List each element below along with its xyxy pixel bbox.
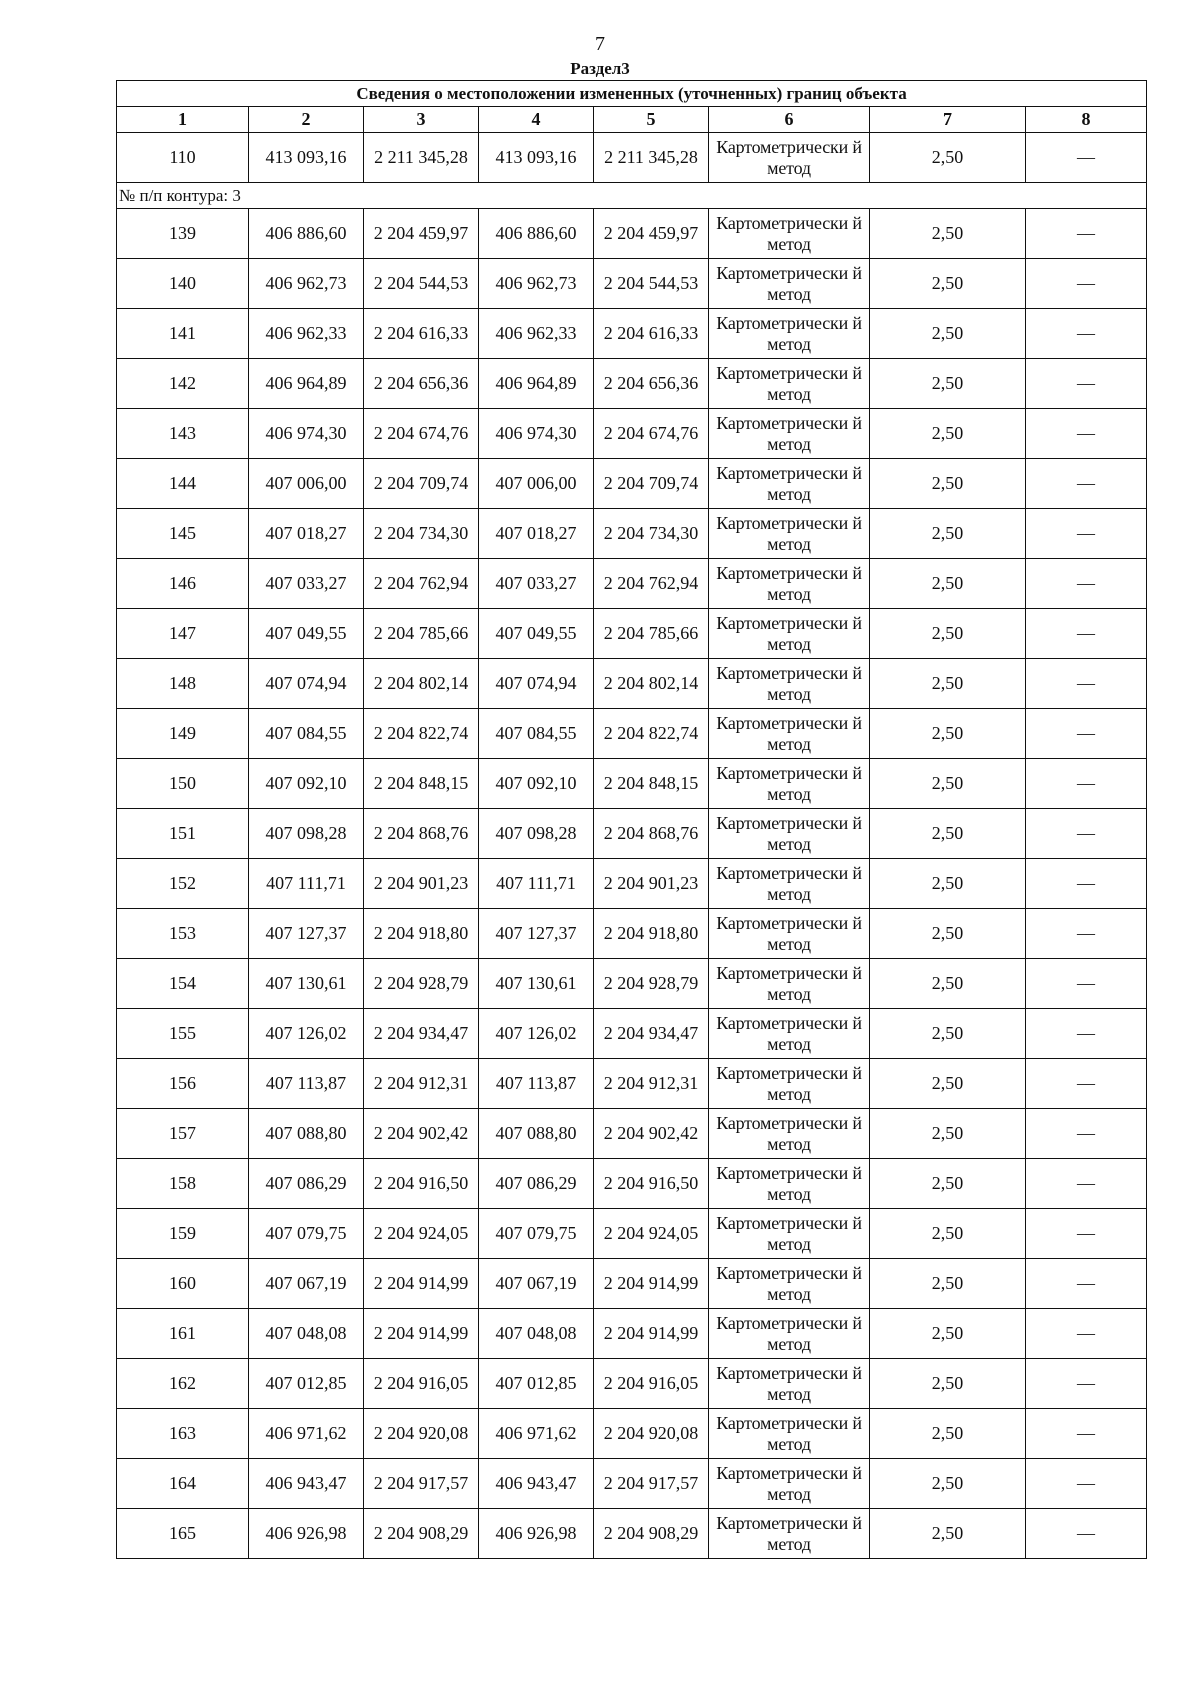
accuracy-value: 2,50 [870, 1209, 1026, 1259]
column-number: 4 [479, 107, 594, 133]
section-title: Раздел3 [570, 59, 630, 78]
table-row [117, 1109, 1147, 1159]
note-dash: — [1026, 609, 1147, 659]
coordinate-x-refined: 407 018,27 [479, 509, 594, 559]
point-number: 161 [117, 1309, 249, 1359]
accuracy-value: 2,50 [870, 1309, 1026, 1359]
coordinate-y-existing: 2 204 912,31 [364, 1059, 479, 1109]
coordinate-x-existing: 407 086,29 [249, 1159, 364, 1209]
determination-method: Картометрически й метод [709, 409, 870, 459]
point-number: 147 [117, 609, 249, 659]
coordinate-x-refined: 406 962,33 [479, 309, 594, 359]
coordinate-y-existing: 2 204 674,76 [364, 409, 479, 459]
table-row [117, 1509, 1147, 1559]
coordinate-x-refined: 407 048,08 [479, 1309, 594, 1359]
coordinate-y-refined: 2 204 616,33 [594, 309, 709, 359]
coordinate-x-refined: 407 067,19 [479, 1259, 594, 1309]
coordinate-y-existing: 2 204 868,76 [364, 809, 479, 859]
coordinate-y-existing: 2 204 709,74 [364, 459, 479, 509]
coordinate-x-existing: 406 886,60 [249, 209, 364, 259]
note-dash: — [1026, 1259, 1147, 1309]
column-number: 6 [709, 107, 870, 133]
coordinate-y-refined: 2 204 917,57 [594, 1459, 709, 1509]
note-dash: — [1026, 309, 1147, 359]
coordinate-y-refined: 2 204 802,14 [594, 659, 709, 709]
table-row [117, 909, 1147, 959]
note-dash: — [1026, 359, 1147, 409]
coordinate-x-existing: 407 033,27 [249, 559, 364, 609]
table-row [117, 309, 1147, 359]
coordinate-x-refined: 406 974,30 [479, 409, 594, 459]
determination-method: Картометрически й метод [709, 859, 870, 909]
accuracy-value: 2,50 [870, 1509, 1026, 1559]
coordinate-x-existing: 407 092,10 [249, 759, 364, 809]
point-number: 144 [117, 459, 249, 509]
determination-method: Картометрически й метод [709, 209, 870, 259]
determination-method: Картометрически й метод [709, 1109, 870, 1159]
accuracy-value: 2,50 [870, 509, 1026, 559]
coordinate-x-existing: 407 049,55 [249, 609, 364, 659]
note-dash: — [1026, 1409, 1147, 1459]
note-dash: — [1026, 509, 1147, 559]
determination-method: Картометрически й метод [709, 509, 870, 559]
coordinate-y-existing: 2 204 544,53 [364, 259, 479, 309]
table-row [117, 759, 1147, 809]
point-number: 159 [117, 1209, 249, 1259]
coordinate-y-existing: 2 204 914,99 [364, 1309, 479, 1359]
coordinate-x-refined: 406 971,62 [479, 1409, 594, 1459]
coordinate-x-existing: 407 074,94 [249, 659, 364, 709]
point-number: 145 [117, 509, 249, 559]
coordinate-y-existing: 2 204 934,47 [364, 1009, 479, 1059]
accuracy-value: 2,50 [870, 1459, 1026, 1509]
coordinate-y-refined: 2 204 912,31 [594, 1059, 709, 1109]
table-row [117, 1259, 1147, 1309]
coordinate-x-refined: 407 033,27 [479, 559, 594, 609]
table-row [117, 1359, 1147, 1409]
accuracy-value: 2,50 [870, 759, 1026, 809]
accuracy-value: 2,50 [870, 809, 1026, 859]
table-row [117, 409, 1147, 459]
coordinate-y-refined: 2 204 544,53 [594, 259, 709, 309]
determination-method: Картометрически й метод [709, 359, 870, 409]
coordinate-y-existing: 2 204 656,36 [364, 359, 479, 409]
coordinate-x-existing: 407 126,02 [249, 1009, 364, 1059]
point-number: 142 [117, 359, 249, 409]
point-number: 139 [117, 209, 249, 259]
note-dash: — [1026, 909, 1147, 959]
coordinate-y-refined: 2 204 924,05 [594, 1209, 709, 1259]
accuracy-value: 2,50 [870, 133, 1026, 183]
table-row [117, 1159, 1147, 1209]
table-row [117, 659, 1147, 709]
coordinate-y-existing: 2 211 345,28 [364, 133, 479, 183]
accuracy-value: 2,50 [870, 909, 1026, 959]
coordinate-x-refined: 407 012,85 [479, 1359, 594, 1409]
determination-method: Картометрически й метод [709, 1259, 870, 1309]
point-number: 110 [117, 133, 249, 183]
point-number: 143 [117, 409, 249, 459]
accuracy-value: 2,50 [870, 309, 1026, 359]
coordinate-y-existing: 2 204 762,94 [364, 559, 479, 609]
table-row [117, 809, 1147, 859]
coordinate-y-existing: 2 204 616,33 [364, 309, 479, 359]
coordinate-y-existing: 2 204 802,14 [364, 659, 479, 709]
coordinate-x-refined: 406 886,60 [479, 209, 594, 259]
accuracy-value: 2,50 [870, 1409, 1026, 1459]
column-number: 1 [117, 107, 249, 133]
accuracy-value: 2,50 [870, 859, 1026, 909]
coordinate-x-existing: 407 018,27 [249, 509, 364, 559]
determination-method: Картометрически й метод [709, 1359, 870, 1409]
coordinate-x-refined: 407 092,10 [479, 759, 594, 809]
column-number-row [117, 107, 1147, 133]
coordinate-x-existing: 407 127,37 [249, 909, 364, 959]
accuracy-value: 2,50 [870, 259, 1026, 309]
coordinate-x-refined: 407 113,87 [479, 1059, 594, 1109]
coordinate-y-refined: 2 204 928,79 [594, 959, 709, 1009]
column-number: 2 [249, 107, 364, 133]
determination-method: Картометрически й метод [709, 1009, 870, 1059]
coordinate-y-refined: 2 204 914,99 [594, 1259, 709, 1309]
table-row [117, 709, 1147, 759]
note-dash: — [1026, 1459, 1147, 1509]
coordinate-y-existing: 2 204 917,57 [364, 1459, 479, 1509]
determination-method: Картометрически й метод [709, 959, 870, 1009]
coordinate-y-existing: 2 204 822,74 [364, 709, 479, 759]
note-dash: — [1026, 1509, 1147, 1559]
note-dash: — [1026, 1309, 1147, 1359]
coordinate-x-refined: 407 088,80 [479, 1109, 594, 1159]
accuracy-value: 2,50 [870, 1159, 1026, 1209]
point-number: 153 [117, 909, 249, 959]
coordinate-x-refined: 406 962,73 [479, 259, 594, 309]
point-number: 158 [117, 1159, 249, 1209]
coordinate-y-existing: 2 204 928,79 [364, 959, 479, 1009]
point-number: 150 [117, 759, 249, 809]
accuracy-value: 2,50 [870, 409, 1026, 459]
point-number: 165 [117, 1509, 249, 1559]
determination-method: Картометрически й метод [709, 659, 870, 709]
note-dash: — [1026, 1009, 1147, 1059]
table-row [117, 559, 1147, 609]
table-row [117, 509, 1147, 559]
coordinate-x-existing: 407 067,19 [249, 1259, 364, 1309]
coordinate-x-existing: 407 079,75 [249, 1209, 364, 1259]
coordinate-y-refined: 2 204 916,50 [594, 1159, 709, 1209]
coordinate-y-refined: 2 211 345,28 [594, 133, 709, 183]
coordinate-y-existing: 2 204 734,30 [364, 509, 479, 559]
note-dash: — [1026, 133, 1147, 183]
coordinate-y-existing: 2 204 901,23 [364, 859, 479, 909]
accuracy-value: 2,50 [870, 209, 1026, 259]
coordinate-x-existing: 406 964,89 [249, 359, 364, 409]
point-number: 156 [117, 1059, 249, 1109]
table-row [117, 1309, 1147, 1359]
coordinate-x-refined: 407 049,55 [479, 609, 594, 659]
coordinate-y-refined: 2 204 920,08 [594, 1409, 709, 1459]
determination-method: Картометрически й метод [709, 1459, 870, 1509]
determination-method: Картометрически й метод [709, 559, 870, 609]
coordinate-x-existing: 407 111,71 [249, 859, 364, 909]
point-number: 140 [117, 259, 249, 309]
point-number: 146 [117, 559, 249, 609]
note-dash: — [1026, 1059, 1147, 1109]
column-number: 8 [1026, 107, 1147, 133]
table-row [117, 859, 1147, 909]
coordinate-y-refined: 2 204 901,23 [594, 859, 709, 909]
determination-method: Картометрически й метод [709, 909, 870, 959]
coordinate-x-existing: 406 974,30 [249, 409, 364, 459]
coordinate-x-refined: 407 098,28 [479, 809, 594, 859]
determination-method: Картометрически й метод [709, 1309, 870, 1359]
accuracy-value: 2,50 [870, 709, 1026, 759]
coordinate-y-refined: 2 204 822,74 [594, 709, 709, 759]
coordinate-x-existing: 406 943,47 [249, 1459, 364, 1509]
table-row [117, 459, 1147, 509]
note-dash: — [1026, 209, 1147, 259]
note-dash: — [1026, 709, 1147, 759]
coordinate-y-existing: 2 204 916,50 [364, 1159, 479, 1209]
coordinate-x-existing: 407 088,80 [249, 1109, 364, 1159]
coordinate-x-existing: 407 098,28 [249, 809, 364, 859]
accuracy-value: 2,50 [870, 1359, 1026, 1409]
coordinate-x-refined: 413 093,16 [479, 133, 594, 183]
coordinate-y-refined: 2 204 914,99 [594, 1309, 709, 1359]
determination-method: Картометрически й метод [709, 1159, 870, 1209]
contour-row [117, 183, 1147, 209]
coordinate-y-existing: 2 204 785,66 [364, 609, 479, 659]
point-number: 149 [117, 709, 249, 759]
coordinate-x-existing: 406 971,62 [249, 1409, 364, 1459]
coordinate-y-existing: 2 204 916,05 [364, 1359, 479, 1409]
coordinate-x-existing: 407 084,55 [249, 709, 364, 759]
table-row [117, 1209, 1147, 1259]
column-number: 5 [594, 107, 709, 133]
coordinate-x-refined: 407 130,61 [479, 959, 594, 1009]
determination-method: Картометрически й метод [709, 1509, 870, 1559]
coordinate-y-refined: 2 204 918,80 [594, 909, 709, 959]
point-number: 160 [117, 1259, 249, 1309]
note-dash: — [1026, 1209, 1147, 1259]
coordinate-y-refined: 2 204 902,42 [594, 1109, 709, 1159]
note-dash: — [1026, 759, 1147, 809]
note-dash: — [1026, 859, 1147, 909]
point-number: 155 [117, 1009, 249, 1059]
point-number: 157 [117, 1109, 249, 1159]
coordinate-x-refined: 407 111,71 [479, 859, 594, 909]
determination-method: Картометрически й метод [709, 1409, 870, 1459]
determination-method: Картометрически й метод [709, 1059, 870, 1109]
table-row [117, 1409, 1147, 1459]
coordinate-y-existing: 2 204 908,29 [364, 1509, 479, 1559]
coordinate-x-refined: 406 943,47 [479, 1459, 594, 1509]
coordinate-y-existing: 2 204 924,05 [364, 1209, 479, 1259]
accuracy-value: 2,50 [870, 1109, 1026, 1159]
coordinate-y-refined: 2 204 785,66 [594, 609, 709, 659]
determination-method: Картометрически й метод [709, 709, 870, 759]
coordinate-x-refined: 407 079,75 [479, 1209, 594, 1259]
accuracy-value: 2,50 [870, 1259, 1026, 1309]
point-number: 152 [117, 859, 249, 909]
determination-method: Картометрически й метод [709, 133, 870, 183]
note-dash: — [1026, 959, 1147, 1009]
coordinate-y-existing: 2 204 848,15 [364, 759, 479, 809]
table-row [117, 609, 1147, 659]
coordinate-y-refined: 2 204 848,15 [594, 759, 709, 809]
table-row [117, 359, 1147, 409]
point-number: 154 [117, 959, 249, 1009]
coordinate-x-refined: 406 964,89 [479, 359, 594, 409]
accuracy-value: 2,50 [870, 559, 1026, 609]
coordinate-y-existing: 2 204 914,99 [364, 1259, 479, 1309]
coordinate-y-refined: 2 204 459,97 [594, 209, 709, 259]
accuracy-value: 2,50 [870, 1059, 1026, 1109]
table-caption-row [117, 81, 1147, 107]
determination-method: Картометрически й метод [709, 1209, 870, 1259]
point-number: 164 [117, 1459, 249, 1509]
coordinate-x-existing: 407 113,87 [249, 1059, 364, 1109]
coordinate-x-existing: 407 048,08 [249, 1309, 364, 1359]
table-row [117, 1059, 1147, 1109]
boundary-coordinates-table [116, 80, 1147, 1559]
determination-method: Картометрически й метод [709, 759, 870, 809]
coordinate-y-refined: 2 204 916,05 [594, 1359, 709, 1409]
table-caption: Сведения о местоположении измененных (уточненных) границ объекта [117, 81, 1147, 107]
note-dash: — [1026, 809, 1147, 859]
coordinate-y-existing: 2 204 902,42 [364, 1109, 479, 1159]
coordinate-y-refined: 2 204 908,29 [594, 1509, 709, 1559]
contour-label: № п/п контура: 3 [117, 183, 1147, 209]
point-number: 148 [117, 659, 249, 709]
page-number: 7 [595, 33, 605, 55]
point-number: 141 [117, 309, 249, 359]
table-row [117, 259, 1147, 309]
accuracy-value: 2,50 [870, 359, 1026, 409]
table-row [117, 1459, 1147, 1509]
coordinate-x-existing: 406 926,98 [249, 1509, 364, 1559]
accuracy-value: 2,50 [870, 609, 1026, 659]
table-row [117, 133, 1147, 183]
coordinate-x-refined: 407 127,37 [479, 909, 594, 959]
coordinate-x-existing: 406 962,33 [249, 309, 364, 359]
coordinate-x-refined: 406 926,98 [479, 1509, 594, 1559]
note-dash: — [1026, 1359, 1147, 1409]
note-dash: — [1026, 259, 1147, 309]
note-dash: — [1026, 409, 1147, 459]
column-number: 3 [364, 107, 479, 133]
coordinate-y-existing: 2 204 459,97 [364, 209, 479, 259]
coordinate-y-refined: 2 204 868,76 [594, 809, 709, 859]
coordinate-y-existing: 2 204 920,08 [364, 1409, 479, 1459]
determination-method: Картометрически й метод [709, 459, 870, 509]
coordinate-y-existing: 2 204 918,80 [364, 909, 479, 959]
coordinate-y-refined: 2 204 762,94 [594, 559, 709, 609]
coordinate-x-refined: 407 086,29 [479, 1159, 594, 1209]
determination-method: Картометрически й метод [709, 259, 870, 309]
coordinate-y-refined: 2 204 709,74 [594, 459, 709, 509]
coordinate-x-existing: 406 962,73 [249, 259, 364, 309]
coordinate-x-refined: 407 074,94 [479, 659, 594, 709]
determination-method: Картометрически й метод [709, 309, 870, 359]
coordinate-x-existing: 407 012,85 [249, 1359, 364, 1409]
coordinate-y-refined: 2 204 656,36 [594, 359, 709, 409]
table-row [117, 209, 1147, 259]
point-number: 163 [117, 1409, 249, 1459]
determination-method: Картометрически й метод [709, 809, 870, 859]
accuracy-value: 2,50 [870, 959, 1026, 1009]
note-dash: — [1026, 559, 1147, 609]
note-dash: — [1026, 1159, 1147, 1209]
coordinate-x-refined: 407 084,55 [479, 709, 594, 759]
accuracy-value: 2,50 [870, 659, 1026, 709]
table-body [117, 133, 1147, 1559]
coordinate-x-refined: 407 126,02 [479, 1009, 594, 1059]
coordinate-x-refined: 407 006,00 [479, 459, 594, 509]
coordinate-y-refined: 2 204 674,76 [594, 409, 709, 459]
table-row [117, 1009, 1147, 1059]
note-dash: — [1026, 659, 1147, 709]
column-number: 7 [870, 107, 1026, 133]
note-dash: — [1026, 1109, 1147, 1159]
accuracy-value: 2,50 [870, 1009, 1026, 1059]
coordinate-x-existing: 407 130,61 [249, 959, 364, 1009]
point-number: 162 [117, 1359, 249, 1409]
table-row [117, 959, 1147, 1009]
accuracy-value: 2,50 [870, 459, 1026, 509]
point-number: 151 [117, 809, 249, 859]
coordinate-y-refined: 2 204 734,30 [594, 509, 709, 559]
determination-method: Картометрически й метод [709, 609, 870, 659]
coordinate-x-existing: 407 006,00 [249, 459, 364, 509]
coordinate-y-refined: 2 204 934,47 [594, 1009, 709, 1059]
note-dash: — [1026, 459, 1147, 509]
coordinate-x-existing: 413 093,16 [249, 133, 364, 183]
